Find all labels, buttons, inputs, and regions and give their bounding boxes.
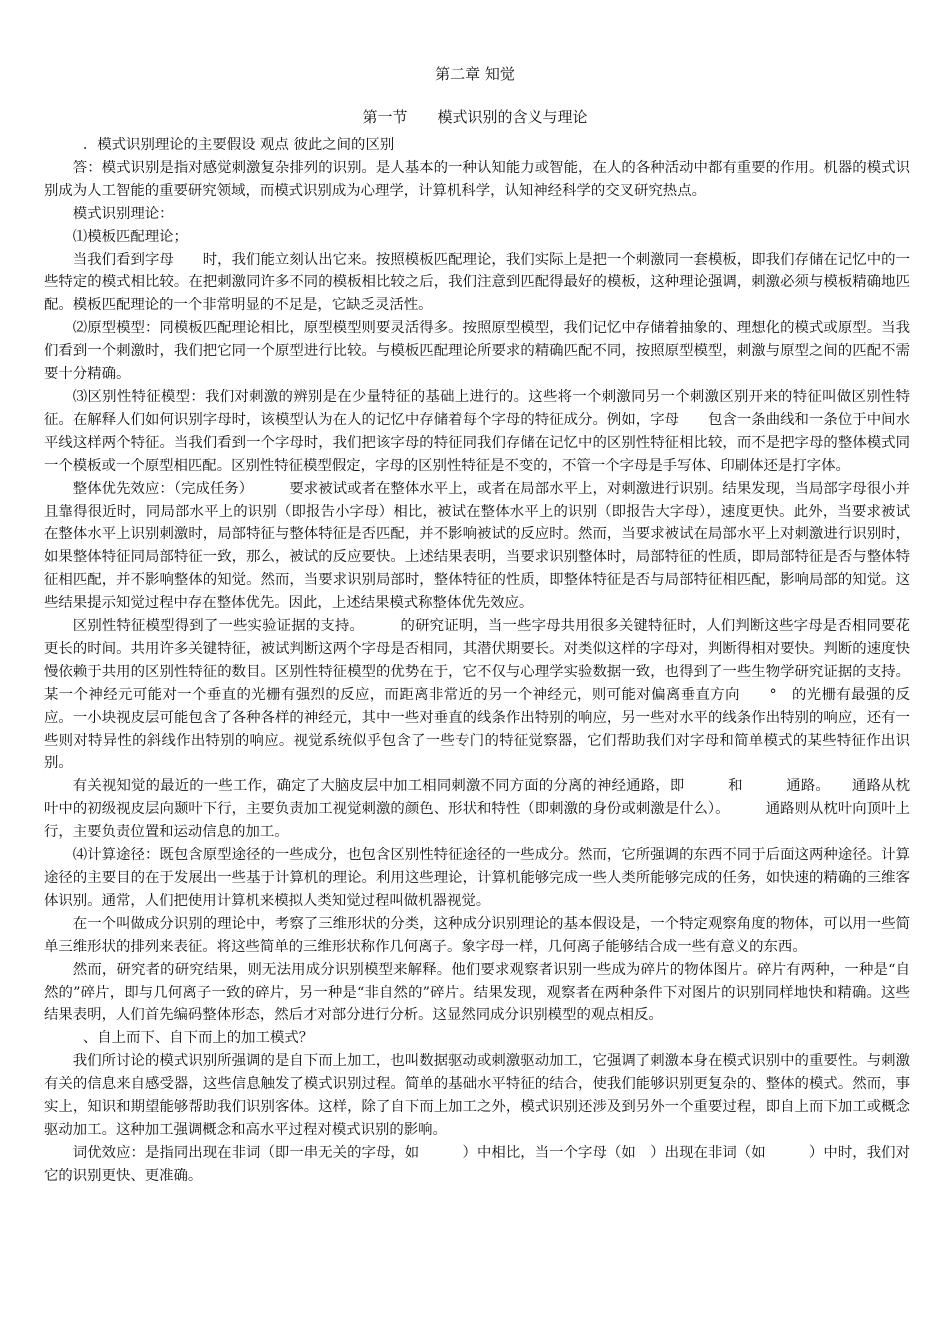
paragraph: 当我们看到字母 时，我们能立刻认出它来。按照模板匹配理论，我们实际上是把一个刺激同一套模板，即我们存储在记忆中的一些特定的模式相比较。在把刺激同许多不同的模板相比较之后，我们注意到匹配得最好的模板，这种理论强调，刺激必须与模板精确地匹配。模板匹配理论的一个非常明显的不足是，它缺乏灵活性。: [44, 251, 910, 314]
paragraph: ．模式识别理论的主要假设 观点 彼此之间的区别: [82, 137, 395, 153]
section-title: 第一节 模式识别的含义与理论: [362, 108, 588, 126]
paragraph: ⑴模板匹配理论；: [72, 228, 188, 245]
paragraph: 在一个叫做成分识别的理论中，考察了三维形状的分类，这种成分识别理论的基本假设是，一个特定观察角度的物体，可以用一些简单三维形状的排列来表征。将这些简单的三维形状称作几何离子。象字母一样，几何离子能够结合成一些有意义的东西。: [44, 915, 910, 955]
paragraph: ⑵原型模型：同模板匹配理论相比，原型模型则要灵活得多。按照原型模型，我们记忆中存储着抽象的、理想化的模式或原型。当我们看到一个刺激时，我们把它同一个原型进行比较。与模板匹配理论所要求的精确匹配不同，按照原型模型，刺激与原型之间的匹配不需要十分精确。: [44, 320, 910, 383]
paragraph: 区别性特征模型得到了一些实验证据的支持。 的研究证明，当一些字母共用很多关键特征时，人们判断这些字母是否相同要花更长的时间。共用许多关键特征，被试判断这两个字母是否相同，其潜伏期要长。对类似这样的字母对，判断得相对要快。判断的速度快慢依赖于共用的区别性特征的数目。区别性特征模型的优势在于，它不仅与心理学实验数据一致，也得到了一些生物学研究证据的支持。某一个神经元可能对一个垂直的光栅有强烈的反应，而距离非常近的另一个神经元，则可能对偏离垂直方向 ° 的光栅有最强的反应。一小块视皮层可能包含了各种各样的神经元，其中一些对垂直的线条作出特别的响应，另一些对水平的线条作出特别的响应，还有一些则对特异性的斜线作出特别的响应。视觉系统似乎包含了一些专门的特征觉察器，它们帮助我们对字母和简单模式的某些特征作出识别。: [44, 618, 910, 772]
paragraph: 我们所讨论的模式识别所强调的是自下而上加工，也叫数据驱动或刺激驱动加工，它强调了刺激本身在模式识别中的重要性。与刺激有关的信息来自感受器，这些信息触发了模式识别过程。简单的基础水平特征的结合，使我们能够识别更复杂的、整体的模式。然而，事实上，知识和期望能够帮助我们识别客体。这样，除了自下而上加工之外，模式识别还涉及到另外一个重要过程，即自上而下加工或概念驱动加工。这种加工强调概念和高水平过程对模式识别的影响。: [44, 1053, 910, 1138]
document-body: [44, 134, 910, 1188]
paragraph: 模式识别理论：: [72, 205, 174, 222]
paragraph: 整体优先效应：（完成任务） 要求被试或者在整体水平上，或者在局部水平上，对刺激进行识别。结果发现，当局部字母很小并且靠得很近时，同局部水平上的识别（即报告小字母）相比，被试在整体水平上的识别（即报告大字母），速度更快。此外，当要求被试在整体水平上识别刺激时，局部特征与整体特征是否匹配，并不影响被试的反应时。然而，当要求被试在局部水平上对刺激进行识别时，如果整体特征同局部特征一致，那么，被试的反应要快。上述结果表明，当要求识别整体时，局部特征的性质，即局部特征是否与整体特征相匹配，并不影响整体的知觉。然而，当要求识别局部时，整体特征的性质，即整体特征是否与局部特征相匹配，影响局部的知觉。这些结果提示知觉过程中存在整体优先。因此，上述结果模式称整体优先效应。: [44, 480, 910, 612]
paragraph: ⑶区别性特征模型：我们对刺激的辨别是在少量特征的基础上进行的。这些将一个刺激同另一个刺激区别开来的特征叫做区别性特征。在解释人们如何识别字母时，该模型认为在人的记忆中存储着每个字母的特征成分。例如，字母 包含一条曲线和一条位于中间水平线这样两个特征。当我们看到一个字母时，我们把该字母的特征同我们存储在记忆中的区别性特征相比较，而不是把字母的整体模式同一个模板或一个原型相匹配。区别性特征模型假定，字母的区别性特征是不变的，不管一个字母是手写体、印刷体还是打字体。: [44, 388, 910, 474]
paragraph: 有关视知觉的最近的一些工作，确定了大脑皮层中加工相同刺激不同方面的分离的神经通路，即 和 通路。 通路从枕叶中的初级视皮层向颞叶下行，主要负责加工视觉刺激的颜色、形状和特性（即刺激的身份或刺激是什么）。 通路则从枕叶向顶叶上行，主要负责位置和运动信息的加工。: [44, 778, 910, 841]
paragraph: ⑷计算途径：既包含原型途径的一些成分，也包含区别性特征途径的一些成分。然而，它所强调的东西不同于后面这两种途径。计算途径的主要目的在于发展出一些基于计算机的理论。利用这些理论，计算机能够完成一些人类所能够完成的任务，如快速的精确的三维客体识别。通常，人们把使用计算机来模拟人类知觉过程叫做机器视觉。: [44, 847, 910, 909]
paragraph: 词优效应：是指同出现在非词（即一串无关的字母，如 ）中相比，当一个字母（如 ）出现在非词（如 ）中时，我们对它的识别更快、更准确。: [44, 1144, 910, 1184]
paragraph: 、自上而下、自下而上的加工模式？: [82, 1030, 314, 1047]
paragraph: 然而，研究者的研究结果，则无法用成分识别模型来解释。他们要求观察者识别一些成为碎片的物体图片。碎片有两种，一种是“自然的”碎片，即与几何离子一致的碎片，另一种是“非自然的”碎片。结果发现，观察者在两种条件下对图片的识别同样地快和精确。这些结果表明，人们首先编码整体形态，然后才对部分进行分析。这显然同成分识别模型的观点相反。: [44, 961, 910, 1024]
chapter-title: 第二章 知觉: [435, 65, 515, 83]
paragraph: 答：模式识别是指对感觉刺激复杂排列的识别。是人基本的一种认知能力或智能，在人的各种活动中都有重要的作用。机器的模式识别成为人工智能的重要研究领域，而模式识别成为心理学，计算机科学，认知神经科学的交叉研究热点。: [44, 159, 910, 199]
